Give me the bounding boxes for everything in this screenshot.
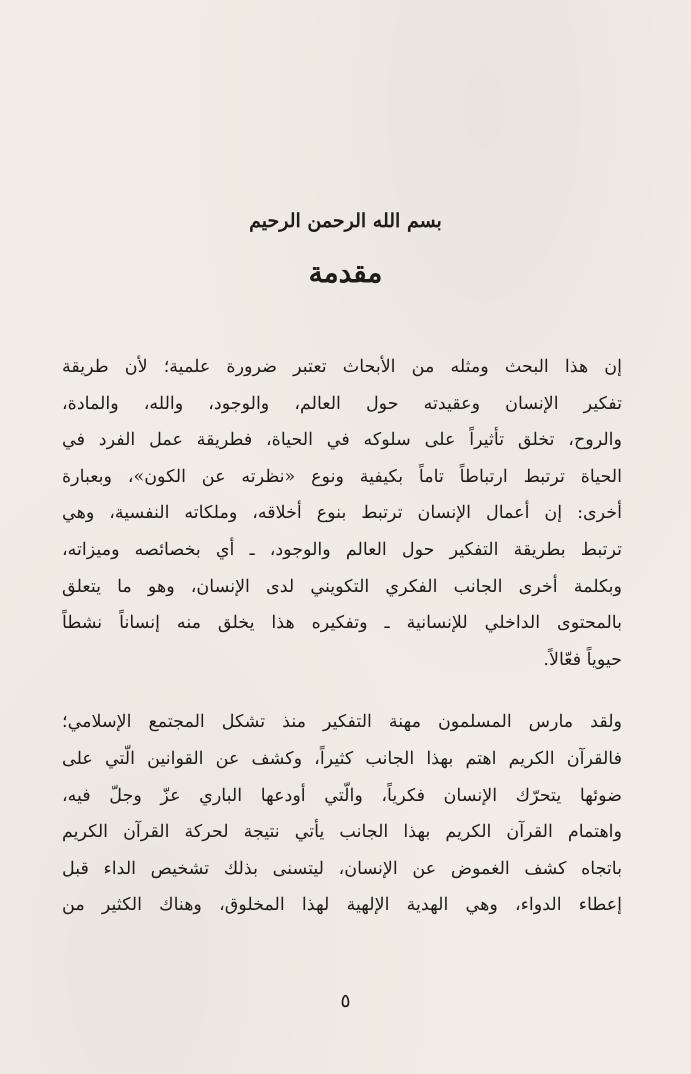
text-line: واهتمام القرآن الكريم بهذا الجانب يأتي نتيجة لحركة القرآن الكريم — [62, 822, 622, 843]
text-line: الحياة ترتبط ارتباطاً تاماً بكيفية ونوع «نظرته عن الكون»، وبعبارة — [62, 466, 622, 487]
body-text — [62, 349, 622, 924]
text-line: ترتبط بطريقة التفكير حول العالم والوجود، ـ أي بخصائصه وميزاته، — [62, 539, 622, 560]
paragraph-2 — [62, 704, 622, 924]
text-line: تفكير الإنسان وعقيدته حول العالم، والوجود، والله، والمادة، — [62, 393, 622, 414]
text-line: فالقرآن الكريم اهتم بهذا الجانب كثيراً، وكشف عن القوانين الّتي على — [62, 748, 622, 769]
page-title: مقدمة — [308, 256, 383, 289]
text-line: باتجاه كشف الغموض عن الإنسان، ليتسنى بذلك تشخيص الداء قبل — [62, 858, 622, 879]
text-line: حيوياً فعّالاً. — [543, 649, 622, 670]
text-line: ولقد مارس المسلمون مهنة التفكير منذ تشكل المجتمع الإسلامي؛ — [62, 712, 622, 733]
page-number: ٥ — [340, 990, 351, 1012]
text-line: وبكلمة أخرى الجانب الفكري التكويني لدى الإنسان، وهو ما يتعلق — [62, 576, 622, 597]
text-line: ضوئها يتحرّك الإنسان فكرياً، والّتي أودعها الباري عزّ وجلّ فيه، — [62, 785, 622, 806]
basmala-heading: بسم الله الرحمن الرحيم — [249, 210, 442, 232]
text-line: إن هذا البحث ومثله من الأبحاث تعتبر ضرورة علمية؛ لأن طريقة — [62, 357, 622, 377]
text-line: أخرى: إن أعمال الإنسان ترتبط بنوع أخلاقه، وملكاته النفسية، وهي — [62, 503, 622, 524]
text-line: إعطاء الدواء، وهي الهدية الإلهية لهذا المخلوق، وهناك الكثير من — [62, 895, 622, 916]
paragraph-1 — [62, 349, 622, 678]
text-line: والروح، تخلق تأثيراً على سلوكه في الحياة، فطريقة عمل الفرد في — [62, 430, 622, 451]
text-line: بالمحتوى الداخلي للإنسانية ـ وتفكيره هذا يخلق منه إنساناً نشطاً — [62, 613, 622, 634]
paragraph-spacer — [62, 678, 622, 704]
